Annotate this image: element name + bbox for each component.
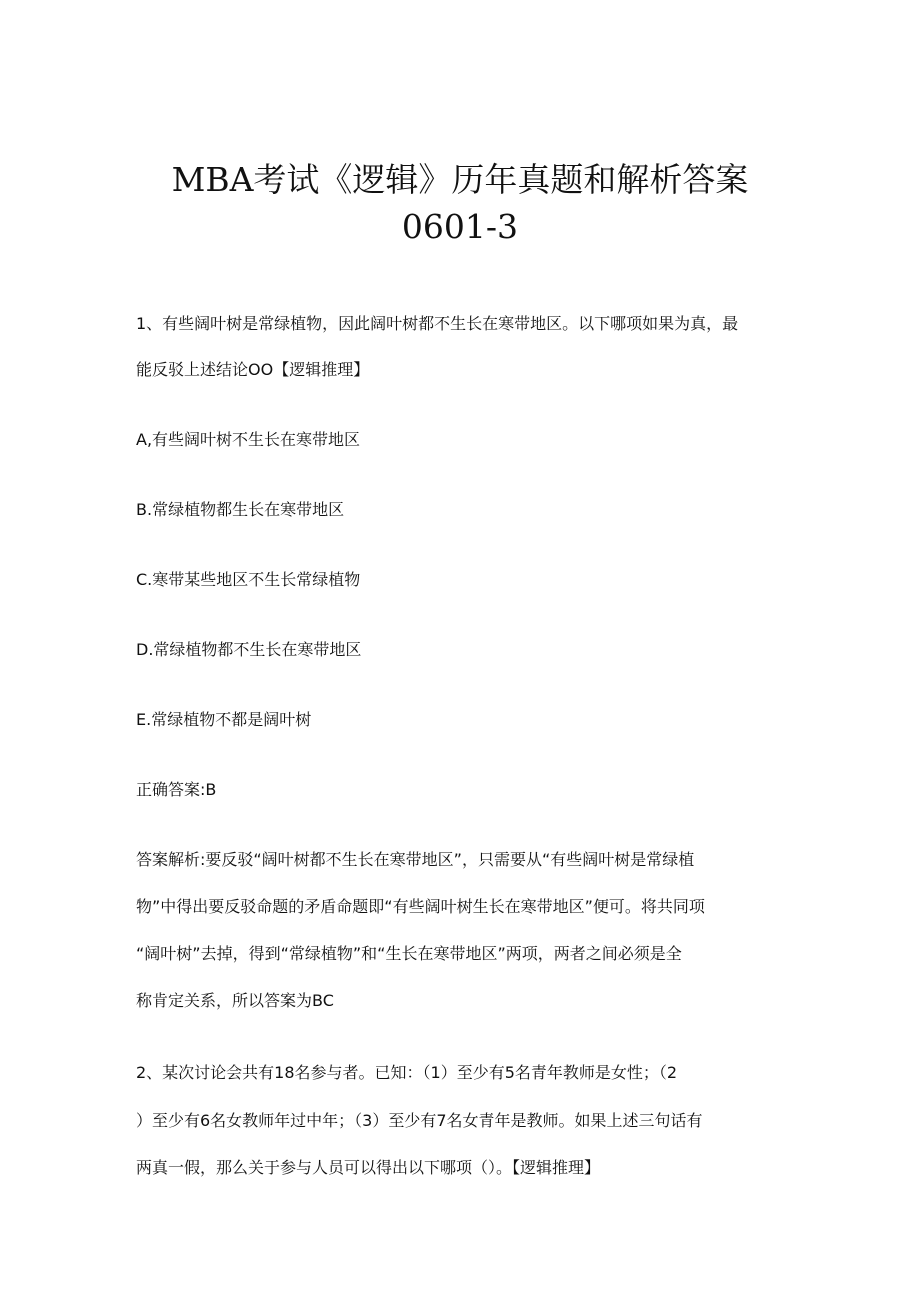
question-2-stem-line-2: ）至少有6名女教师年过中年；（3）至少有7名女青年是教师。如果上述三句话有	[136, 1111, 703, 1130]
question-2-stem-line-1: 2、某次讨论会共有18名参与者。已知：（1）至少有5名青年教师是女性；（2	[136, 1063, 678, 1082]
question-1-option-d: D.常绿植物都不生长在寒带地区	[136, 640, 362, 659]
question-1-option-b: B.常绿植物都生长在寒带地区	[136, 500, 345, 519]
question-2-stem-line-3: 两真一假，那么关于参与人员可以得出以下哪项（）。【逻辑推理】	[136, 1158, 601, 1177]
question-1-option-e: E.常绿植物不都是阔叶树	[136, 710, 312, 729]
question-1-analysis-line-4: 称肯定关系，所以答案为BC	[136, 991, 334, 1010]
question-1-stem-line-2: 能反驳上述结论OO【逻辑推理】	[136, 360, 370, 379]
question-1-analysis-line-2: 物”中得出要反驳命题的矛盾命题即“有些阔叶树生长在寒带地区”便可。将共同项	[136, 897, 705, 916]
document-title-line-1: MBA考试《逻辑》历年真题和解析答案	[171, 160, 749, 199]
question-1-analysis-line-3: “阔叶树”去掉，得到“常绿植物”和“生长在寒带地区”两项，两者之间必须是全	[136, 944, 682, 963]
question-1-answer: 正确答案:B	[136, 780, 217, 799]
question-1-analysis-line-1: 答案解析:要反驳“阔叶树都不生长在寒带地区”，只需要从“有些阔叶树是常绿植	[136, 850, 695, 869]
question-1-stem-line-1: 1、有些阔叶树是常绿植物，因此阔叶树都不生长在寒带地区。以下哪项如果为真，最	[136, 314, 739, 333]
question-1-option-a: A,有些阔叶树不生长在寒带地区	[136, 430, 361, 449]
question-1-option-c: C.寒带某些地区不生长常绿植物	[136, 570, 361, 589]
document-title-line-2: 0601-3	[401, 207, 519, 246]
